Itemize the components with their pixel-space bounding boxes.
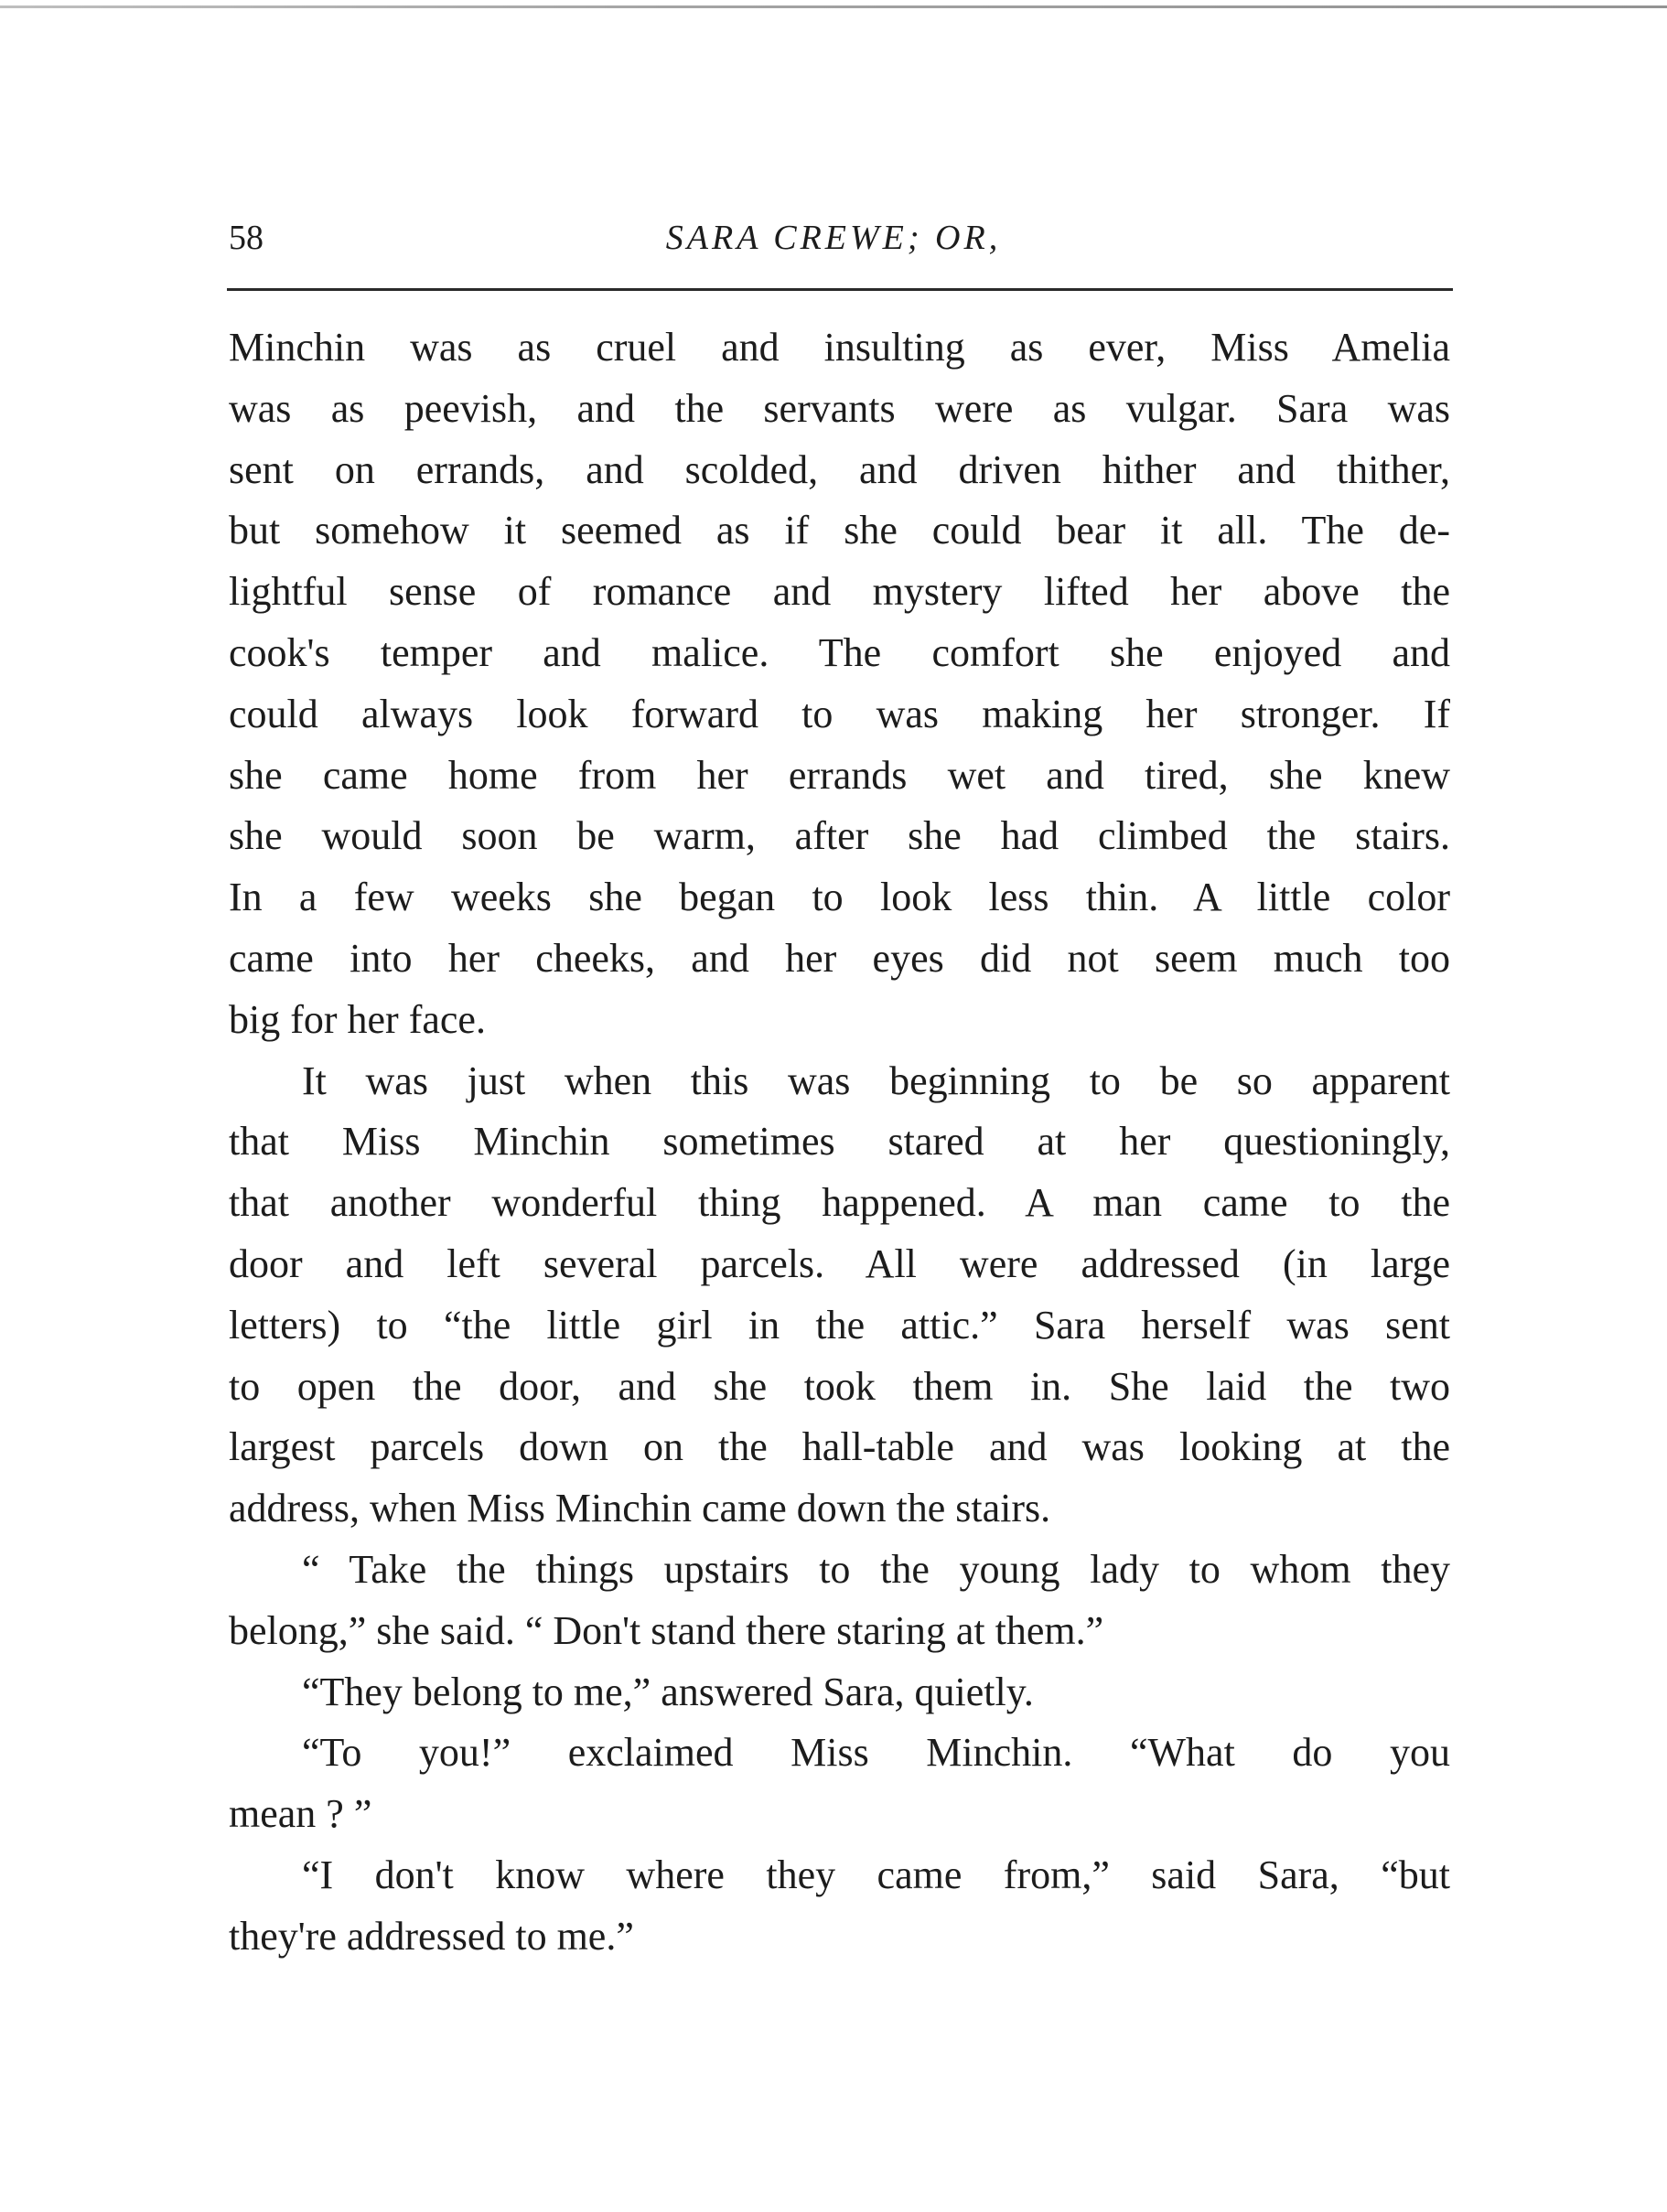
text-line: lightful sense of romance and mystery lifted her above the [229, 569, 1450, 615]
text-line: letters) to “the little girl in the attic.” Sara herself was sent [229, 1302, 1450, 1348]
text-line: big for her face. [229, 996, 486, 1042]
running-title: SARA CREWE; OR, [665, 219, 1002, 257]
text-line: mean ? ” [229, 1791, 372, 1837]
text-line: “I don't know where they came from,” said Sara, “but [302, 1852, 1450, 1897]
text-line: largest parcels down on the hall-table and was looking at the [229, 1424, 1450, 1470]
body-text [229, 317, 1450, 1968]
text-line: Minchin was as cruel and insulting as ever, Miss Amelia [229, 325, 1450, 370]
text-line: “They belong to me,” answered Sara, quietly. [302, 1669, 1034, 1714]
text-line: she came home from her errands wet and tired, she knew [229, 752, 1450, 798]
text-line: that Miss Minchin sometimes stared at her questioningly, [229, 1119, 1450, 1165]
text-line: came into her cheeks, and her eyes did not seem much too [229, 935, 1450, 981]
header-rule [227, 288, 1453, 291]
text-line: It was just when this was beginning to be so apparent [302, 1058, 1450, 1103]
text-line: door and left several parcels. All were addressed (in large [229, 1240, 1450, 1286]
text-line: sent on errands, and scolded, and driven hither and thither, [229, 446, 1450, 492]
page-number: 58 [229, 219, 263, 257]
text-line: belong,” she said. “ Don't stand there staring at them.” [229, 1607, 1104, 1653]
text-line: could always look forward to was making her stronger. If [229, 691, 1450, 736]
text-line: was as peevish, and the servants were as vulgar. Sara was [229, 385, 1450, 431]
text-line: “To you!” exclaimed Miss Minchin. “What do you [302, 1730, 1450, 1776]
text-line: that another wonderful thing happened. A man came to the [229, 1180, 1450, 1226]
text-line: “ Take the things upstairs to the young lady to whom they [302, 1546, 1450, 1592]
text-line: address, when Miss Minchin came down the stairs. [229, 1486, 1051, 1531]
text-line: she would soon be warm, after she had climbed the stairs. [229, 813, 1450, 859]
text-line: to open the door, and she took them in. She laid the two [229, 1363, 1450, 1409]
scan-edge-shadow [0, 5, 1667, 8]
text-line: but somehow it seemed as if she could bear it all. The de- [229, 508, 1450, 553]
text-line: they're addressed to me.” [229, 1913, 634, 1959]
text-line: In a few weeks she began to look less thin. A little color [229, 875, 1450, 920]
text-line: cook's temper and malice. The comfort she enjoyed and [229, 629, 1450, 675]
